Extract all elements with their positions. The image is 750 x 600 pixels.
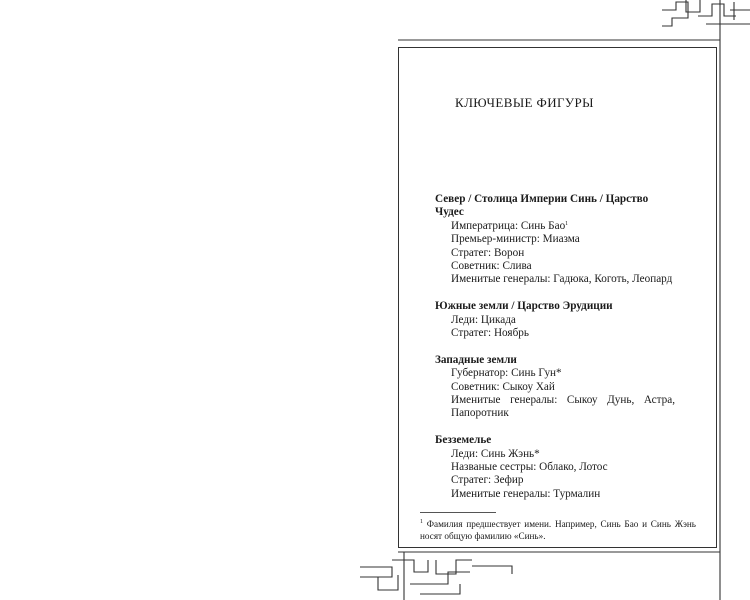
section-landless (435, 434, 675, 501)
section-heading: Север / Столица Империи Синь / Царство Чудес (435, 193, 649, 219)
section-south (435, 300, 675, 340)
list-item: Именитые генералы: Турмалин (451, 487, 601, 500)
list-item: Названые сестры: Облако, Лотос (451, 461, 608, 474)
footnote-mark: 1 (420, 519, 423, 525)
section-heading: Западные земли (435, 353, 517, 366)
section-heading: Южные земли / Царство Эрудиции (435, 300, 613, 313)
list-item: Премьер-министр: Миазма (451, 233, 580, 246)
asterisk-mark: * (556, 367, 562, 380)
footnote-mark: 1 (565, 220, 569, 227)
list-item: Стратег: Зефир (451, 474, 524, 487)
list-item: Именитые генералы: Сыкоу Дунь, Астра, Папоротник (451, 394, 675, 420)
footnote-divider (420, 512, 496, 513)
section-north (435, 193, 675, 287)
section-west (435, 354, 675, 421)
list-item: Стратег: Ноябрь (451, 327, 529, 340)
list-item: Советник: Сыкоу Хай (451, 380, 555, 393)
list-item: Леди: Цикада (451, 313, 516, 326)
list-item: Леди: Синь Жэнь* (451, 447, 540, 460)
section-heading: Безземелье (435, 434, 492, 447)
footnote (420, 518, 696, 542)
footnote-text: Фамилия предшествует имени. Например, Синь Бао и Синь Жэнь носят общую фамилию «Синь». (420, 519, 696, 541)
list-item: Губернатор: Синь Гун* (451, 367, 562, 380)
asterisk-mark: * (534, 447, 540, 460)
list-item: Императрица: Синь Бао$^1$ (451, 219, 569, 232)
key-figures-list (435, 193, 675, 515)
list-item: Именитые генералы: Гадюка, Коготь, Леопард (451, 273, 673, 286)
list-item: Стратег: Ворон (451, 246, 525, 259)
list-item: Советник: Слива (451, 260, 532, 273)
page-title: КЛЮЧЕВЫЕ ФИГУРЫ (455, 95, 594, 110)
